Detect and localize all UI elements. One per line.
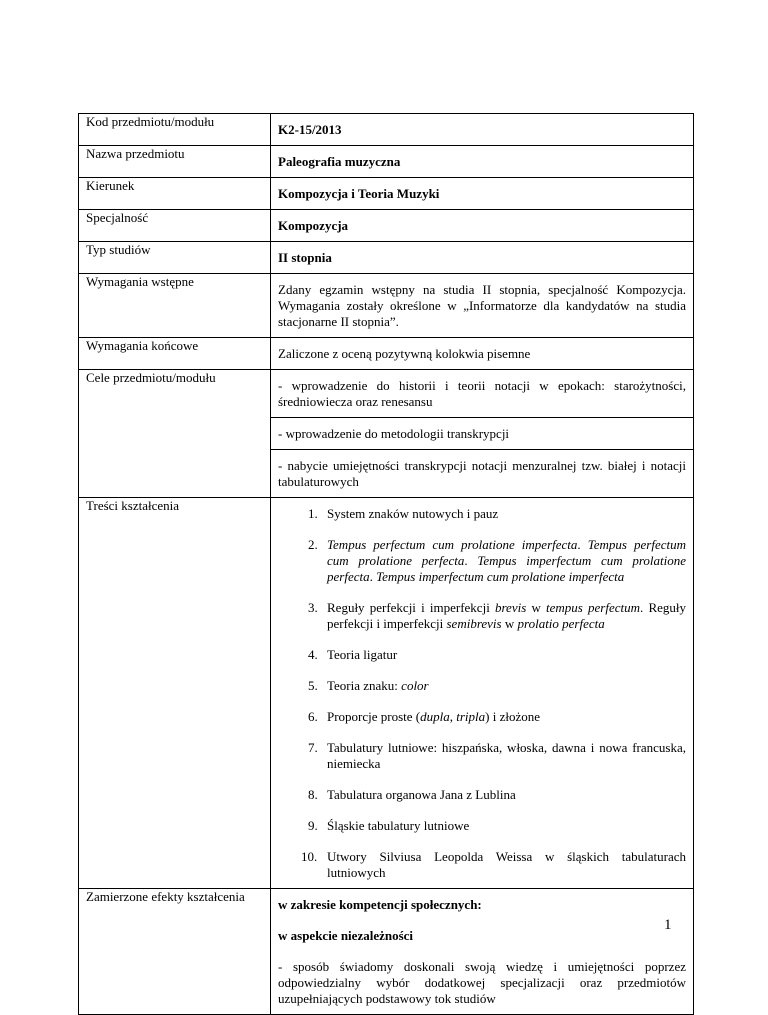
list-item: 5. Teoria znaku: color <box>308 678 429 693</box>
table-row <box>79 889 694 1015</box>
list-item: 2. Tempus perfectum cum prolatione imperfecta. Tempus perfectum cum prolatione perfecta. Tempus imperfectum cum prolatione perfecta. Tempus imperfectum cum prolatione imperfecta <box>308 537 687 584</box>
course-goal: - wprowadzenie do metodologii transkrypcji <box>271 418 694 450</box>
field-of-study: Kompozycja i Teoria Muzyki <box>271 178 694 210</box>
learning-outcomes <box>271 889 694 1015</box>
list-item: 4. Teoria ligatur <box>308 647 398 662</box>
table-row <box>79 370 694 418</box>
list-item: 9. Śląskie tabulatury lutniowe <box>308 818 470 833</box>
course-contents <box>271 498 694 889</box>
row-label: Cele przedmiotu/modułu <box>79 370 271 498</box>
list-item: 3. Reguły perfekcji i imperfekcji brevis w tempus perfectum. Reguły perfekcji i imperfekcji semibrevis w prolatio perfecta <box>308 600 687 631</box>
table-row <box>79 146 694 178</box>
course-name: Paleografia muzyczna <box>271 146 694 178</box>
list-item: 10. Utwory Silviusa Leopolda Weissa w śląskich tabulaturach lutniowych <box>301 849 686 880</box>
list-item: 6. Proporcje proste (dupla, tripla) i złożone <box>308 709 541 724</box>
outcomes-text: - sposób świadomy doskonali swoją wiedzę i umiejętności poprzez odpowiedzialny wybór dodatkowej specjalizacji oraz przedmiotów uzupełniających podstawowy tok studiów <box>278 959 686 1006</box>
row-label: Wymagania wstępne <box>79 274 271 338</box>
list-item: 1. System znaków nutowych i pauz <box>308 506 499 521</box>
table-row <box>79 242 694 274</box>
row-label: Kod przedmiotu/modułu <box>79 114 271 146</box>
table-row <box>79 114 694 146</box>
row-label: Zamierzone efekty kształcenia <box>79 889 271 1015</box>
table-row <box>79 178 694 210</box>
page-number: 1 <box>664 917 672 933</box>
table-row <box>79 338 694 370</box>
outcomes-subheading: w aspekcie niezależności <box>278 928 414 943</box>
list-item: 8. Tabulatura organowa Jana z Lublina <box>308 787 516 802</box>
study-type: II stopnia <box>271 242 694 274</box>
course-goal: - nabycie umiejętności transkrypcji notacji menzuralnej tzw. białej i notacji tabulaturowych <box>271 450 694 498</box>
table-row <box>79 274 694 338</box>
entry-requirements: Zdany egzamin wstępny na studia II stopnia, specjalność Kompozycja. Wymagania zostały określone w „Informatorze dla kandydatów na studia stacjonarne II stopnia”. <box>271 274 694 338</box>
row-label: Treści kształcenia <box>79 498 271 889</box>
table-row <box>79 498 694 889</box>
specialty: Kompozycja <box>271 210 694 242</box>
row-label: Typ studiów <box>79 242 271 274</box>
list-item: 7. Tabulatury lutniowe: hiszpańska, włoska, dawna i nowa francuska, niemiecka <box>308 740 686 771</box>
course-goal: - wprowadzenie do historii i teorii notacji w epokach: starożytności, średniowiecza oraz renesansu <box>271 370 694 418</box>
course-code: K2-15/2013 <box>271 114 694 146</box>
row-label: Wymagania końcowe <box>79 338 271 370</box>
table-row <box>79 210 694 242</box>
outcomes-heading: w zakresie kompetencji społecznych: <box>278 897 482 912</box>
row-label: Specjalność <box>79 210 271 242</box>
syllabus-table <box>78 113 694 1015</box>
contents-list <box>278 498 686 888</box>
row-label: Nazwa przedmiotu <box>79 146 271 178</box>
row-label: Kierunek <box>79 178 271 210</box>
final-requirements: Zaliczone z oceną pozytywną kolokwia pisemne <box>271 338 694 370</box>
